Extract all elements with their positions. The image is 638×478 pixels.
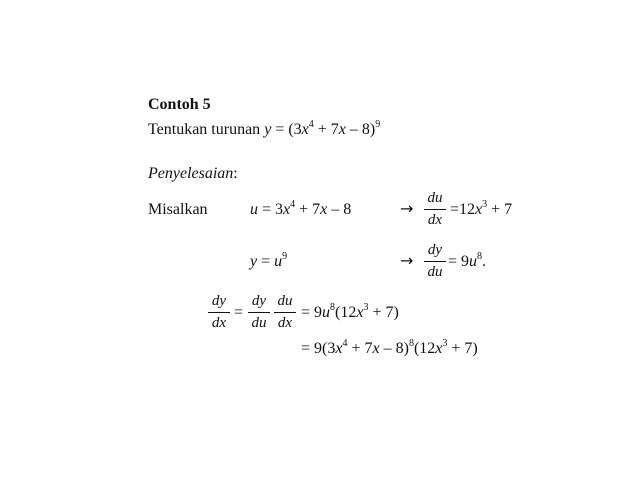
eq-text: – 8: [327, 201, 352, 218]
exponent: 4: [308, 119, 314, 130]
eq-text: = 3: [258, 201, 284, 218]
chain-equals: =: [234, 304, 244, 321]
exponent: 8: [477, 251, 483, 262]
var-y: y: [264, 121, 272, 138]
exponent: 9: [282, 251, 288, 262]
exponent: 4: [342, 338, 348, 349]
step1-u-definition: [250, 201, 351, 219]
eq-text: – 8): [345, 121, 376, 138]
var-y: y: [250, 253, 258, 270]
eq-text: + 7): [447, 340, 478, 357]
eq-text: .: [482, 253, 487, 270]
fraction-du-dx: [274, 292, 296, 332]
step1-result: [450, 201, 512, 219]
step2-result: [448, 253, 486, 271]
var-x: x: [435, 340, 443, 357]
var-u: u: [322, 304, 331, 321]
fraction-dy-du: [248, 292, 270, 332]
exponent: 3: [363, 302, 369, 313]
example-title: Contoh 5: [148, 96, 211, 113]
exponent: 3: [442, 338, 448, 349]
exponent: 8: [408, 338, 414, 349]
solution-label-text: Penyelesaian: [148, 165, 234, 182]
eq-text: + 7: [295, 201, 321, 218]
var-x: x: [338, 121, 346, 138]
var-x: x: [356, 304, 364, 321]
eq-text: + 7: [487, 201, 513, 218]
solution-label: [148, 165, 238, 183]
fraction-numerator: dy: [211, 293, 227, 309]
fraction-dy-du: [424, 241, 446, 281]
eq-text: = 9(3: [301, 340, 336, 357]
fraction-bar: [424, 261, 446, 262]
var-u: u: [274, 253, 283, 270]
var-x: x: [335, 340, 343, 357]
fraction-numerator: du: [427, 190, 443, 206]
eq-text: = (3: [271, 121, 302, 138]
eq-text: + 7: [347, 340, 373, 357]
eq-text: + 7): [368, 304, 399, 321]
fraction-numerator: du: [277, 293, 293, 309]
exponent: 8: [330, 302, 336, 313]
fraction-denominator: du: [251, 315, 267, 331]
fraction-numerator: dy: [427, 242, 443, 258]
eq-text: = 9: [301, 304, 323, 321]
var-x: x: [283, 201, 291, 218]
fraction-denominator: dx: [211, 315, 227, 331]
fraction-denominator: dx: [277, 315, 293, 331]
eq-text: (12: [335, 304, 357, 321]
colon: :: [233, 165, 238, 182]
fraction-bar: [424, 209, 446, 210]
eq-text: + 7: [313, 121, 339, 138]
fraction-bar: [248, 312, 270, 313]
exponent: 3: [482, 199, 488, 210]
exponent: 9: [375, 119, 381, 130]
var-x: x: [301, 121, 309, 138]
right-arrow-icon: →: [400, 199, 414, 218]
fraction-dy-dx: [208, 292, 230, 332]
fraction-denominator: du: [427, 264, 443, 280]
chain-result-line1: [301, 304, 399, 322]
chain-result-line2: [301, 340, 478, 358]
fraction-bar: [208, 312, 230, 313]
eq-text: (12: [413, 340, 436, 357]
exponent: 4: [290, 199, 296, 210]
prompt-text: Tentukan turunan: [148, 121, 265, 138]
step1-word: Misalkan: [148, 201, 208, 218]
fraction-du-dx: [424, 189, 446, 229]
var-x: x: [475, 201, 483, 218]
fraction-bar: [274, 312, 296, 313]
step2-y-definition: [250, 253, 287, 271]
var-u: u: [469, 253, 478, 270]
fraction-denominator: dx: [427, 212, 443, 228]
eq-text: =: [257, 253, 275, 270]
var-x: x: [372, 340, 380, 357]
eq-text: =12: [450, 201, 476, 218]
var-x: x: [320, 201, 328, 218]
var-u: u: [250, 201, 258, 218]
problem-statement: [148, 121, 380, 139]
fraction-numerator: dy: [251, 293, 267, 309]
eq-text: = 9: [448, 253, 470, 270]
right-arrow-icon: →: [400, 251, 414, 270]
eq-text: – 8): [379, 340, 409, 357]
